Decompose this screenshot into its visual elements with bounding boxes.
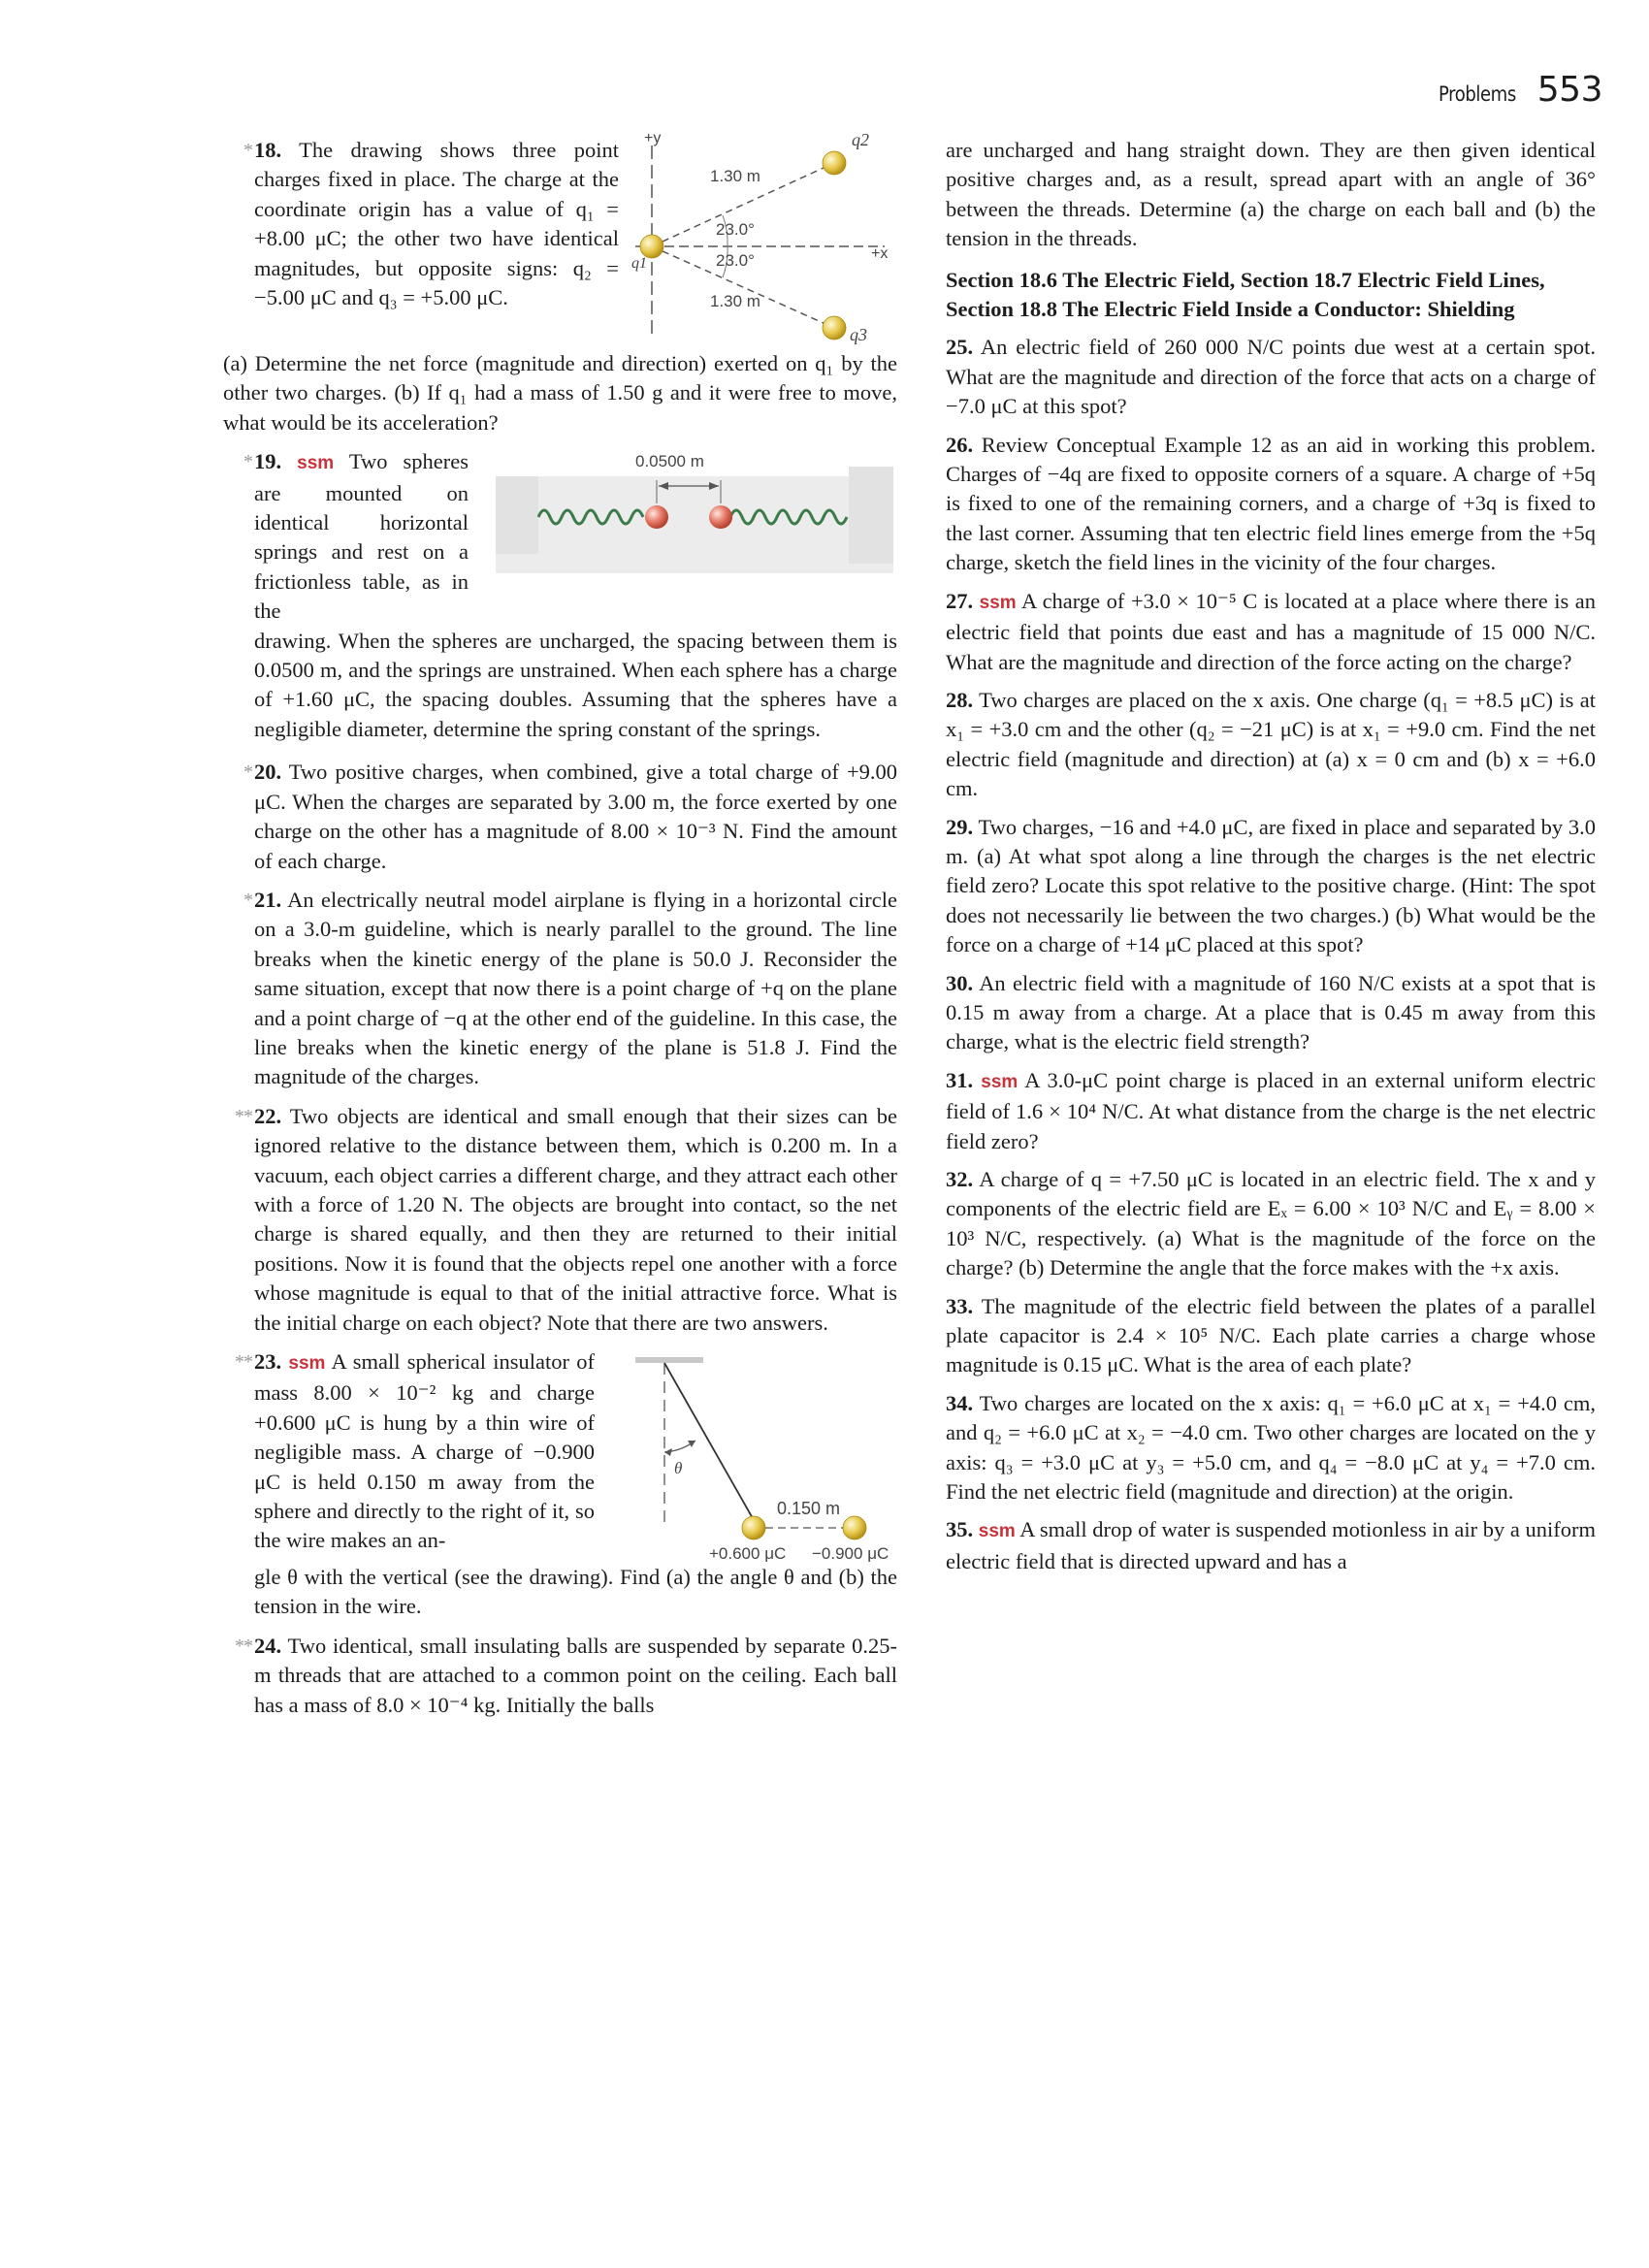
problem-number: 27. xyxy=(946,588,974,613)
difficulty-marker: ** xyxy=(235,1635,252,1657)
problem-25 xyxy=(946,333,1596,421)
spacing-label: 0.0500 m xyxy=(635,452,704,471)
problem-27 xyxy=(946,587,1596,677)
q3-label: q3 xyxy=(850,325,867,344)
page-header xyxy=(1426,70,1602,110)
problem-number: 33. xyxy=(946,1293,974,1318)
right-problem-list xyxy=(946,333,1596,1576)
problem-33 xyxy=(946,1292,1596,1380)
problem-number: 28. xyxy=(946,687,974,712)
problem-number: 18. xyxy=(254,138,282,162)
difficulty-marker: * xyxy=(243,451,252,473)
left-column xyxy=(223,136,897,1728)
section-title: Problems xyxy=(1438,82,1516,106)
problem-31 xyxy=(946,1066,1596,1156)
problem-26 xyxy=(946,431,1596,578)
figure-19 xyxy=(480,447,897,578)
ssm-tag: ssm xyxy=(297,453,335,474)
pendulum-diagram xyxy=(606,1347,897,1563)
problem-text: An electrically neutral model airplane is flying in a horizontal circle on a 3.0-m guideline, which is nearly parallel to the ground. The line breaks when the kinetic energy of the plane is 50.0 J. Reconsider the same situation, except that now there is a point charge of +q on the plane and a point charge of −q at the other end of the guideline. In this case, the line breaks when the kinetic energy of the plane is 51.8 J. Find the magnitude of the charges. xyxy=(254,887,897,1089)
problem-35 xyxy=(946,1515,1596,1576)
problem-number: 32. xyxy=(946,1167,974,1191)
problem-text: Two charges, −16 and +4.0 μC, are fixed in place and separated by 3.0 m. (a) At what spot along a line through the charges is the net electric field zero? Locate this spot relative to the positive charge. (Hint: The spot does not necessarily lie between the two charges.) (b) What would be the force on a charge of +14 μC placed at this spot? xyxy=(946,814,1596,957)
ssm-tag: ssm xyxy=(288,1353,326,1374)
problem-23 xyxy=(223,1347,897,1622)
problem-19 xyxy=(223,447,897,744)
problem-text: Two objects are identical and small enough that their sizes can be ignored relative to the distance between them, which is 0.200 m. In a vacuum, each object carries a different charge, and they attract each other with a force of 1.20 N. The objects are brought into contact, so the net charge is shared equally, and then they are returned to their initial positions. Now it is found that the objects repel one another with a force whose magnitude is equal to that of the initial attractive force. What is the initial charge on each object? Note that there are two answers. xyxy=(254,1103,897,1335)
distance-bottom-label: 1.30 m xyxy=(710,292,760,310)
problem-text: A small spherical insulator of mass 8.00 × 10⁻² kg and charge +0.600 μC is hung by a thin wire of negligible mass. A charge of −0.900 μC is held 0.150 m away from the sphere and directly to the right of it, so the wire makes an an- xyxy=(254,1349,595,1553)
problem-32 xyxy=(946,1165,1596,1283)
problem-text-cont: drawing. When the spheres are uncharged, the spacing between them is 0.0500 m, and the springs are unstrained. When each sphere has a charge of +1.60 μC, the spacing doubles. Assuming that the spheres have a negligible diameter, determine the spring constant of the springs. xyxy=(254,628,897,741)
figure-18 xyxy=(630,134,897,349)
three-charges-diagram xyxy=(630,134,897,349)
problem-number: 20. xyxy=(254,760,282,785)
problem-number: 19. xyxy=(254,449,282,474)
problem-text: A 3.0-μC point charge is placed in an external uniform electric field of 1.6 × 10⁴ N/C. At what distance from the charge is the net electric field zero? xyxy=(946,1067,1597,1153)
problem-text: The drawing shows three point charges fixed in place. The charge at the coordinate origin has a value of q₁ = +8.00 μC; the other two have identical magnitudes, but opposite signs: q₂ = −5.00 μC and q₃ = +5.00 μC. xyxy=(254,138,619,310)
difficulty-marker: * xyxy=(243,140,252,161)
problem-text: A small drop of water is suspended motionless in air by a uniform electric field that is directed upward and has a xyxy=(946,1517,1596,1573)
difficulty-marker: * xyxy=(243,889,252,911)
difficulty-marker: ** xyxy=(235,1351,252,1373)
springs-diagram xyxy=(480,447,897,578)
problem-28 xyxy=(946,686,1596,804)
distance-top-label: 1.30 m xyxy=(710,167,760,185)
q2-label: q2 xyxy=(852,134,869,149)
y-axis-label: +y xyxy=(644,134,662,146)
problem-number: 23. xyxy=(254,1349,282,1374)
problem-number: 29. xyxy=(946,814,974,839)
problem-24-continued: are uncharged and hang straight down. They are then given identical positive charges and, as a result, spread apart with an angle of 36° between the threads. Determine (a) the charge on each ball and (b) the tension in the threads. xyxy=(946,138,1596,251)
left-charge-label: +0.600 μC xyxy=(709,1544,787,1563)
problem-number: 30. xyxy=(946,970,974,995)
distance-label: 0.150 m xyxy=(777,1499,841,1518)
problem-text: An electric field with a magnitude of 160 N/C exists at a spot that is 0.15 m away from a charge. At a place that is 0.45 m away from this charge, what is the electric field strength? xyxy=(946,970,1596,1054)
problem-number: 25. xyxy=(946,335,974,360)
problem-22 xyxy=(223,1102,897,1338)
page-number: 553 xyxy=(1536,70,1602,110)
problem-text-cont: gle θ with the vertical (see the drawing). Find (a) the angle θ and (b) the tension in the wire. xyxy=(254,1565,897,1619)
problem-29 xyxy=(946,813,1596,960)
difficulty-marker: * xyxy=(243,761,252,784)
theta-label: θ xyxy=(674,1459,683,1477)
section-heading: Section 18.6 The Electric Field, Section 18.7 Electric Field Lines, Section 18.8 The Electric Field Inside a Conductor: Shielding xyxy=(946,267,1545,322)
problem-number: 22. xyxy=(254,1103,282,1128)
q1-label: q1 xyxy=(631,255,647,272)
problem-number: 31. xyxy=(946,1067,974,1092)
right-charge-label: −0.900 μC xyxy=(812,1544,889,1563)
problem-text: Review Conceptual Example 12 as an aid in working this problem. Charges of −4q are fixed to opposite corners of a square. A charge of +5q is fixed to one of the remaining corners, and a charge of +3q is fixed to the last corner. Assuming that ten electric field lines emerge from the +5q charge, sketch the field lines in the vicinity of the four charges. xyxy=(946,432,1597,575)
angle-bottom-label: 23.0° xyxy=(716,251,755,270)
problem-text: Two positive charges, when combined, give a total charge of +9.00 μC. When the charges are separated by 3.00 m, the force exerted by one charge on the other has a magnitude of 8.00 × 10⁻³ N. Find the amount of each charge. xyxy=(254,760,898,873)
problem-text-cont: (a) Determine the net force (magnitude and direction) exerted on q₁ by the other two charges. (b) If q₁ had a mass of 1.50 g and it were free to move, what would be its acceleration? xyxy=(223,351,897,435)
problem-text: An electric field of 260 000 N/C points due west at a certain spot. What are the magnitude and direction of the force that acts on a charge of −7.0 μC at this spot? xyxy=(946,335,1596,419)
problem-text: Two identical, small insulating balls are suspended by separate 0.25-m threads that are attached to a common point on the ceiling. Each ball has a mass of 8.0 × 10⁻⁴ kg. Initially the balls xyxy=(254,1633,898,1717)
problem-text: Two spheres are mounted on identical horizontal springs and rest on a frictionless table, as in the xyxy=(254,449,469,624)
right-column xyxy=(946,136,1596,1585)
problem-21 xyxy=(223,886,897,1092)
problem-34 xyxy=(946,1389,1596,1507)
problem-text: The magnitude of the electric field between the plates of a parallel plate capacitor is 2.4 × 10⁵ N/C. Each plate carries a charge whose magnitude is 0.15 μC. What is the area of each plate? xyxy=(946,1293,1596,1377)
figure-23 xyxy=(606,1347,897,1563)
problem-text: A charge of +3.0 × 10⁻⁵ C is located at a place where there is an electric field that points due east and has a magnitude of 15 000 N/C. What are the magnitude and direction of the force acting on the charge? xyxy=(946,588,1597,674)
problem-24 xyxy=(223,1632,897,1720)
ssm-tag: ssm xyxy=(978,1521,1016,1542)
problem-18 xyxy=(223,136,897,437)
ssm-tag: ssm xyxy=(979,592,1017,613)
problem-text: Two charges are placed on the x axis. One charge (q₁ = +8.5 μC) is at x₁ = +3.0 cm and the other (q₂ = −21 μC) is at x₁ = +9.0 cm. Find the net electric field (magnitude and direction) at (a) x = 0 cm and (b) x = +6.0 cm. xyxy=(946,687,1597,801)
ssm-tag: ssm xyxy=(981,1071,1018,1092)
problem-number: 26. xyxy=(946,432,974,457)
problem-number: 34. xyxy=(946,1390,974,1415)
problem-20 xyxy=(223,758,897,876)
problem-text: A charge of q = +7.50 μC is located in an electric field. The x and y components of the electric field are Eₓ = 6.00 × 10³ N/C and Eᵧ = 8.00 × 10³ N/C, respectively. (a) What is the magnitude of the force on the charge? (b) Determine the angle that the force makes with the +x axis. xyxy=(946,1167,1596,1280)
problem-text: Two charges are located on the x axis: q₁ = +6.0 μC at x₁ = +4.0 cm, and q₂ = +6.0 μC at x₂ = −4.0 cm. Two other charges are located on the y axis: q₃ = +3.0 μC at y₃ = +5.0 cm, and q₄ = −8.0 μC at y₄ = +7.0 cm. Find the net electric field (magnitude and direction) at the origin. xyxy=(946,1390,1596,1505)
difficulty-marker: ** xyxy=(235,1105,252,1127)
problem-number: 21. xyxy=(254,887,282,912)
problem-number: 35. xyxy=(946,1517,974,1542)
problem-30 xyxy=(946,969,1596,1057)
x-axis-label: +x xyxy=(871,245,889,262)
angle-top-label: 23.0° xyxy=(716,220,755,239)
problem-number: 24. xyxy=(254,1633,282,1658)
